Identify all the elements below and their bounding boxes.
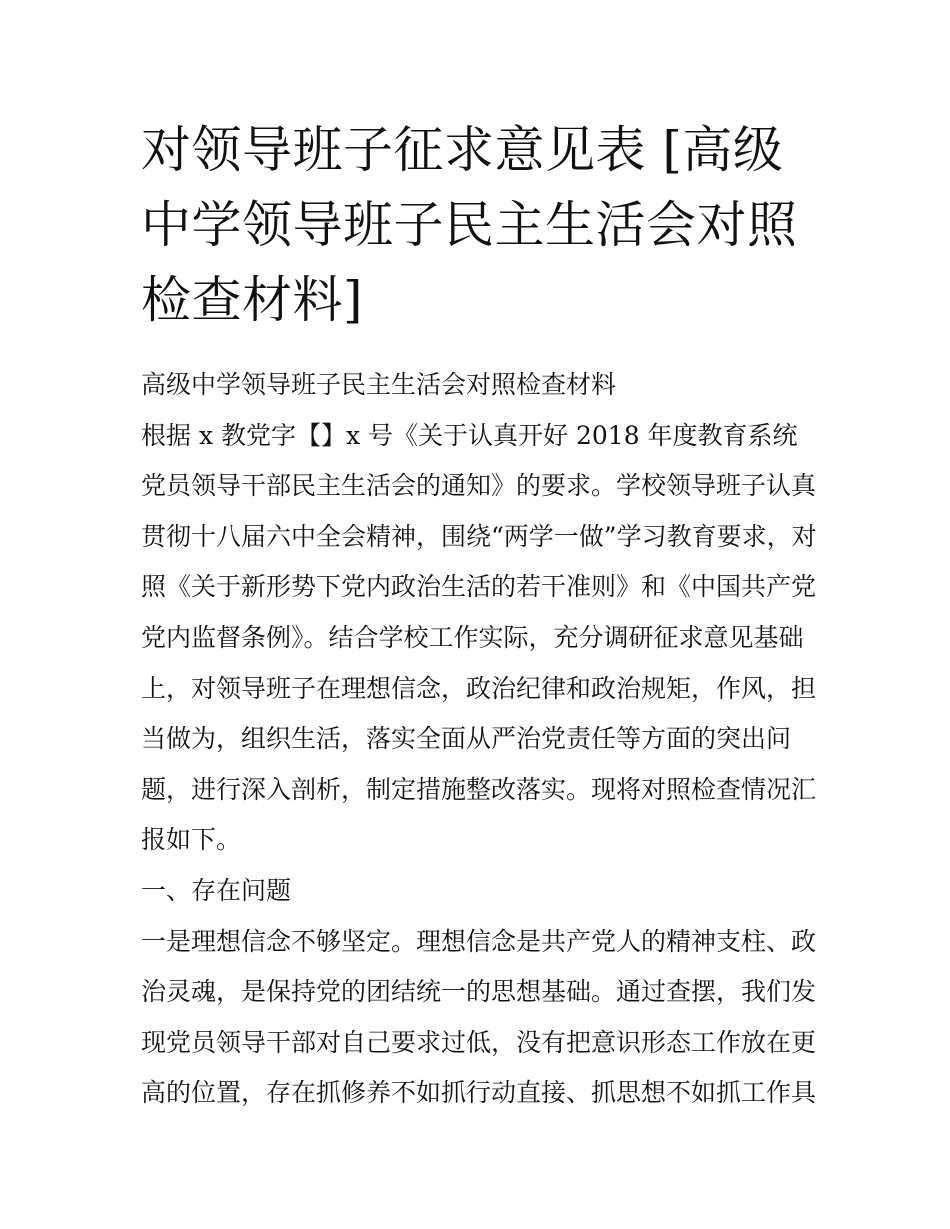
document-title: 对领导班子征求意见表 [高级中学领导班子民主生活会对照检查材料] xyxy=(141,121,798,329)
document-body xyxy=(141,360,821,1119)
section-heading: 一、存在问题 xyxy=(141,875,292,905)
document-subtitle: 高级中学领导班子民主生活会对照检查材料 xyxy=(141,370,617,399)
intro-paragraph: 根据 x 教党字【】x 号《关于认真开好 2018 年度教育系统党员领导干部民主生活会的通知》的要求。学校领导班子认真贯彻十八届六中全会精神，围绕“两学一做”学习教育要求，对照《关于新形势下党内政治生活的若干准则》和《中国共产党党内监督条例》。结合学校工作实际，充分调研征求意见基础上，对领导班子在理想信念，政治纪律和政治规矩，作风，担当做为，组织生活，落实全面从严治党责任等方面的突出问题，进行深入剖析，制定措施整改落实。现将对照检查情况汇报如下。 xyxy=(141,420,817,855)
section-paragraph: 一是理想信念不够坚定。理想信念是共产党人的精神支柱、政治灵魂，是保持党的团结统一的思想基础。通过查摆，我们发现党员领导干部对自己要求过低，没有把意识形态工作放在更高的位置，存在抓修养不如抓行动直接、抓思想不如抓工作具 xyxy=(141,926,817,1108)
